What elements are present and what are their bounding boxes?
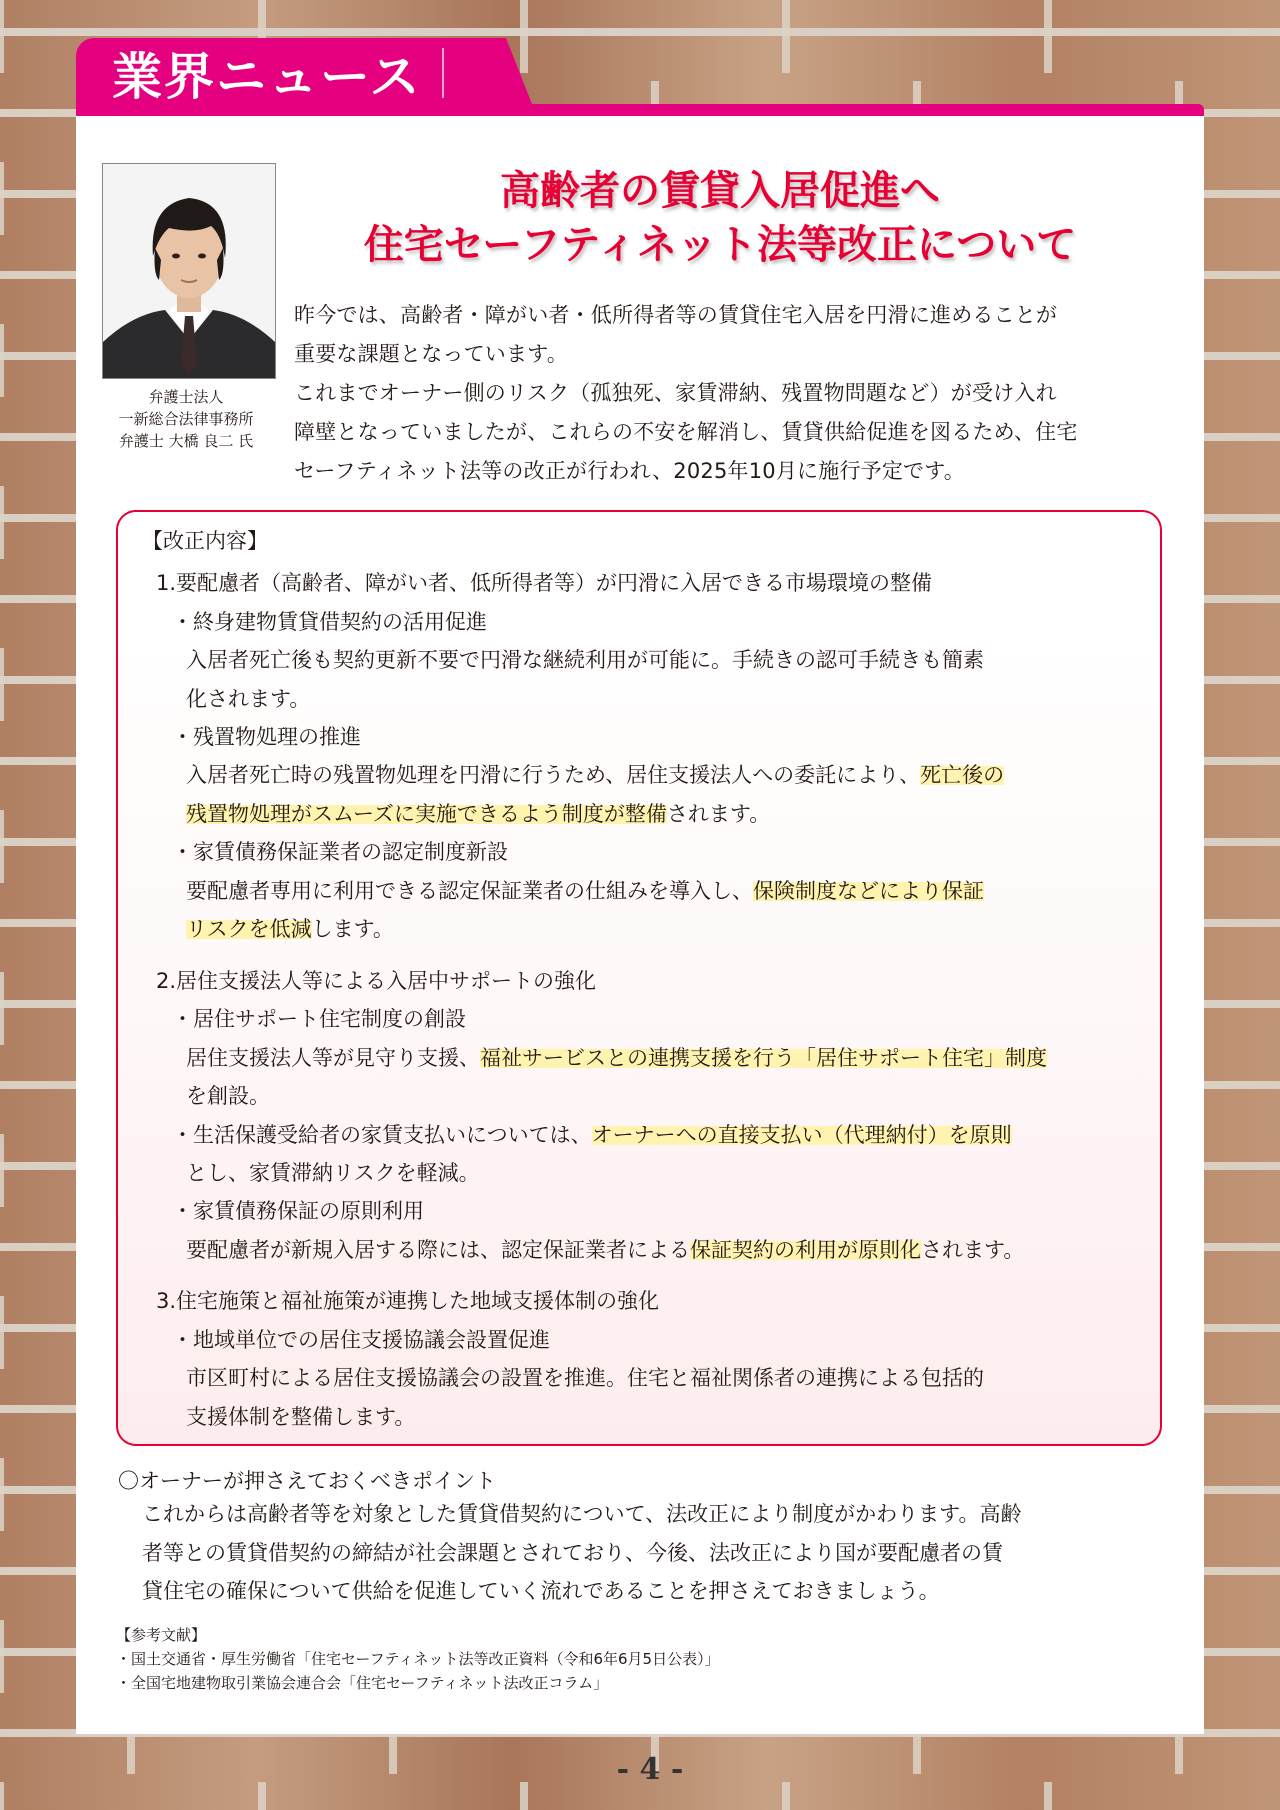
highlighted-text: 福祉サービスとの連携支援を行う「居住サポート住宅」制度 — [480, 1046, 1047, 1070]
revision-text: されます。 — [921, 1238, 1025, 1262]
revision-text: 要配慮者専用に利用できる認定保証業者の仕組みを導入し、 — [186, 879, 753, 903]
revision-text: 3.住宅施策と福祉施策が連携した地域支援体制の強化 — [156, 1289, 660, 1313]
revision-text: 化されます。 — [186, 687, 311, 711]
revision-line — [186, 1402, 415, 1432]
revision-text: とし、家賃滞納リスクを軽減。 — [186, 1161, 480, 1185]
revision-text: 1.要配慮者（高齢者、障がい者、低所得者等）が円滑に入居できる市場環境の整備 — [156, 571, 933, 595]
revision-line — [186, 799, 770, 829]
intro-line: 重要な課題となっています。 — [294, 342, 568, 366]
article-intro — [294, 296, 1174, 491]
owner-points-line: 者等との賃貸借契約の締結が社会課題とされており、今後、法改正により国が要配慮者の賃 — [142, 1541, 1003, 1565]
section-title: 業界ニュース — [112, 48, 422, 106]
revision-text: します。 — [311, 917, 394, 941]
revision-line — [186, 1081, 270, 1111]
revision-text: ・残置物処理の推進 — [172, 725, 361, 749]
revision-text: ・家賃債務保証の原則利用 — [172, 1199, 424, 1223]
highlighted-text: 残置物処理がスムーズに実施できるよう制度が整備 — [186, 802, 667, 826]
revision-text: ・居住サポート住宅制度の創設 — [172, 1007, 466, 1031]
header-divider — [442, 48, 444, 98]
author-name: 弁護士 大橋 良二 氏 — [118, 432, 254, 450]
author-firm: 一新総合法律事務所 — [118, 410, 254, 428]
revision-line — [156, 568, 932, 598]
revision-text: されます。 — [666, 802, 771, 826]
reference-item: ・全国宅地建物取引業協会連合会「住宅セーフティネット法改正コラム」 — [116, 1674, 609, 1692]
revision-text: ・生活保護受給者の家賃支払いについては、 — [172, 1123, 592, 1147]
article-title — [290, 164, 1150, 272]
revision-text: 要配慮者が新規入居する際には、認定保証業者による — [186, 1238, 690, 1262]
owner-points-line: 貸住宅の確保について供給を促進していく流れであることを押さえておきましょう。 — [142, 1579, 940, 1603]
intro-line: 昨今では、高齢者・障がい者・低所得者等の賃貸住宅入居を円滑に進めることが — [294, 303, 1058, 327]
revision-line — [172, 607, 487, 637]
intro-line: セーフティネット法等の改正が行われ、2025年10月に施行予定です。 — [294, 459, 965, 483]
revision-text: 居住支援法人等が見守り支援、 — [186, 1046, 480, 1070]
highlighted-text: オーナーへの直接支払い（代理納付）を原則 — [591, 1123, 1012, 1147]
revision-line — [172, 722, 361, 752]
revision-line — [186, 684, 310, 714]
revision-line — [186, 1235, 1024, 1265]
revision-line — [172, 1120, 1012, 1150]
revision-text: 入居者死亡後も契約更新不要で円滑な継続利用が可能に。手続きの認可手続きも簡素 — [186, 648, 984, 672]
revision-line — [186, 1363, 984, 1393]
revision-line — [186, 1158, 480, 1188]
revision-line — [172, 1325, 550, 1355]
revision-text: を創設。 — [186, 1084, 270, 1108]
author-photo — [102, 163, 276, 379]
revision-text: 2.居住支援法人等による入居中サポートの強化 — [156, 969, 597, 993]
intro-line: これまでオーナー側のリスク（孤独死、家賃滞納、残置物問題など）が受け入れ — [294, 381, 1057, 405]
revision-text: ・終身建物賃貸借契約の活用促進 — [172, 610, 487, 634]
author-caption — [96, 386, 276, 452]
revision-line — [172, 837, 508, 867]
revision-text: ・家賃債務保証業者の認定制度新設 — [172, 840, 508, 864]
revision-line — [172, 1196, 424, 1226]
revision-line — [186, 876, 984, 906]
article-title-line-1: 高齢者の賃貸入居促進へ — [500, 168, 940, 214]
revision-text: ・地域単位での居住支援協議会設置促進 — [172, 1328, 550, 1352]
revision-line — [172, 1004, 466, 1034]
owner-points-heading: 〇オーナーが押さえておくべきポイント — [118, 1469, 496, 1493]
author-org-type: 弁護士法人 — [148, 388, 224, 406]
revision-text: 入居者死亡時の残置物処理を円滑に行うため、居住支援法人への委託により、 — [186, 763, 921, 787]
highlighted-text: 保険制度などにより保証 — [753, 879, 984, 903]
article-title-line-2: 住宅セーフティネット法等改正について — [363, 222, 1077, 268]
revision-line — [186, 914, 394, 944]
page-number: - 4 - — [616, 1752, 684, 1787]
revision-line — [186, 1043, 1047, 1073]
highlighted-text: リスクを低減 — [186, 917, 312, 941]
revision-line — [186, 645, 984, 675]
reference-item: ・国土交通省・厚生労働省「住宅セーフティネット法等改正資料（令和6年6月5日公表）」 — [116, 1650, 720, 1668]
revision-heading: 【改正内容】 — [142, 529, 268, 553]
highlighted-text: 保証契約の利用が原則化 — [690, 1238, 921, 1262]
highlighted-text: 死亡後の — [920, 763, 1005, 787]
revision-line — [186, 760, 1004, 790]
references-heading: 【参考文献】 — [116, 1626, 207, 1644]
revision-line — [156, 1286, 659, 1316]
revision-text: 支援体制を整備します。 — [186, 1405, 416, 1429]
intro-line: 障壁となっていましたが、これらの不安を解消し、賃貸供給促進を図るため、住宅 — [294, 420, 1078, 444]
owner-points-line: これからは高齢者等を対象とした賃貸借契約について、法改正により制度がかわります。高齢 — [142, 1502, 1022, 1526]
revision-line — [156, 966, 596, 996]
revision-text: 市区町村による居住支援協議会の設置を推進。住宅と福祉関係者の連携による包括的 — [186, 1366, 984, 1390]
